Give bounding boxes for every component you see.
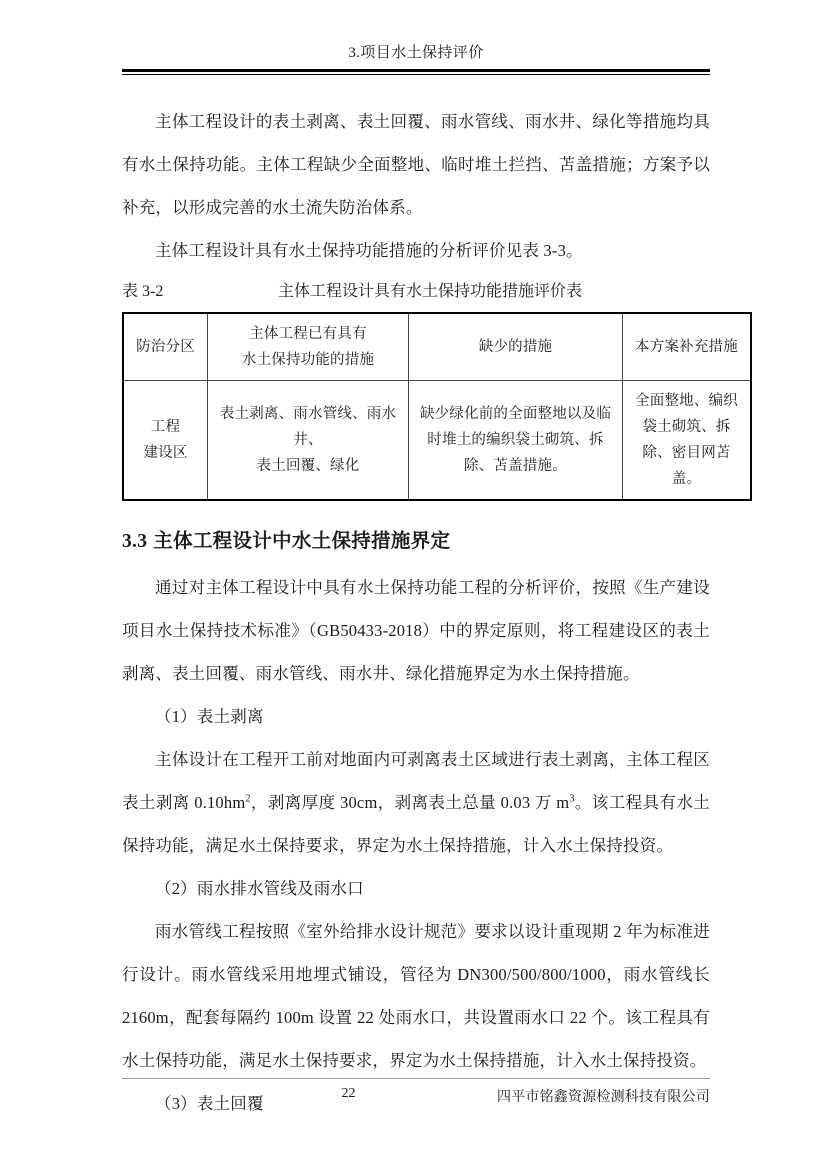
evaluation-table: [122, 312, 752, 501]
table-cell-zone: [123, 381, 208, 501]
section-heading: [122, 521, 710, 562]
topsoil-volume-exponent: 3: [569, 793, 575, 805]
paragraph-intro: 主体工程设计的表土剥离、表土回覆、雨水管线、雨水井、绿化等措施均具有水土保持功能。主体工程缺少全面整地、临时堆土拦挡、苫盖措施；方案予以补充，以形成完善的水土流失防治体系。: [122, 112, 710, 217]
section-title: 主体工程设计中水土保持措施界定: [153, 530, 451, 552]
item-label-1: （1）表土剥离: [155, 707, 264, 726]
topsoil-text-c: 。该工程具有水土保持功能，满足水土保持要求，界定为水土保持措施，计入水土保持投资。: [122, 793, 710, 855]
page-header: [122, 44, 710, 75]
table-header-missing: 缺少的措施: [409, 313, 623, 381]
table-header-existing-line1: 主体工程已有具有: [249, 326, 367, 342]
table-header-supplement: 本方案补充措施: [623, 313, 752, 381]
item-label-3: （3）表土回覆: [155, 1094, 264, 1113]
table-cell-existing-line2: 表土回覆、绿化: [256, 458, 360, 474]
paragraph-table-reference: 主体工程设计具有水土保持功能措施的分析评价见表 3-3。: [155, 241, 583, 260]
footer-row: [122, 1086, 710, 1112]
table-cell-zone-line1: 工程: [150, 419, 181, 435]
table-row: [123, 381, 751, 501]
paragraph-definition: 通过对主体工程设计中具有水土保持功能工程的分析评价，按照《生产建设项目水土保持技术标准》（GB50433-2018）中的界定原则，将工程建设区的表土剥离、表土回覆、雨水管线、雨水井、绿化措施界定为水土保持措施。: [122, 578, 710, 683]
table-cell-existing-line1: 表土剥离、雨水管线、雨水井、: [219, 406, 397, 448]
table-cell-existing: [208, 381, 409, 501]
table-cell-missing: 缺少绿化前的全面整地以及临时堆土的编织袋土砌筑、拆除、苫盖措施。: [409, 381, 623, 501]
page-footer: [122, 1078, 710, 1112]
page-number: 22: [341, 1086, 356, 1101]
paragraph-topsoil-stripping: [122, 738, 710, 867]
table-cell-zone-line2: 建设区: [143, 445, 188, 461]
topsoil-text-a: 主体设计在工程开工前对地面内可剥离表土区域进行表土剥离，主体工程区表土剥离 0.10hm: [122, 750, 710, 812]
table-header-existing-line2: 水土保持功能的措施: [241, 352, 375, 368]
page-content: [122, 100, 738, 1125]
table-caption-number: 表 3-2: [122, 283, 164, 300]
header-rule-thin: [122, 74, 710, 75]
footer-company-name: 四平市铭鑫资源检测科技有限公司: [497, 1090, 710, 1105]
section-number: 3.3: [122, 531, 148, 552]
table-cell-supplement: 全面整地、编织袋土砌筑、拆除、密目网苫盖。: [623, 381, 752, 501]
header-title: 3.项目水土保持评价: [348, 45, 484, 61]
table-header-existing: [208, 313, 409, 381]
topsoil-text-b: ，剥离厚度 30cm，剥离表土总量 0.03 万 m: [250, 793, 570, 812]
item-label-2: （2）雨水排水管线及雨水口: [155, 879, 364, 898]
topsoil-area-exponent: 2: [245, 793, 251, 805]
table-header-zone: 防治分区: [123, 313, 208, 381]
header-rule-thick: [122, 69, 710, 72]
paragraph-rainwater-pipeline: 雨水管线工程按照《室外给排水设计规范》要求以设计重现期 2 年为标准进行设计。雨水管线采用地埋式铺设，管径为 DN300/500/800/1000，雨水管线长 2160m，配套每隔约 100m 设置 22 处雨水口，共设置雨水口 22 个。该工程具有水土保持功能，满足水土保持要求，界定为水土保持措施，计入水土保持投资。: [122, 922, 710, 1070]
table-caption-title: 主体工程设计具有水土保持功能措施评价表: [277, 283, 582, 300]
table-caption: [122, 278, 710, 308]
footer-rule: [122, 1078, 710, 1079]
table-header-row: [123, 313, 751, 381]
